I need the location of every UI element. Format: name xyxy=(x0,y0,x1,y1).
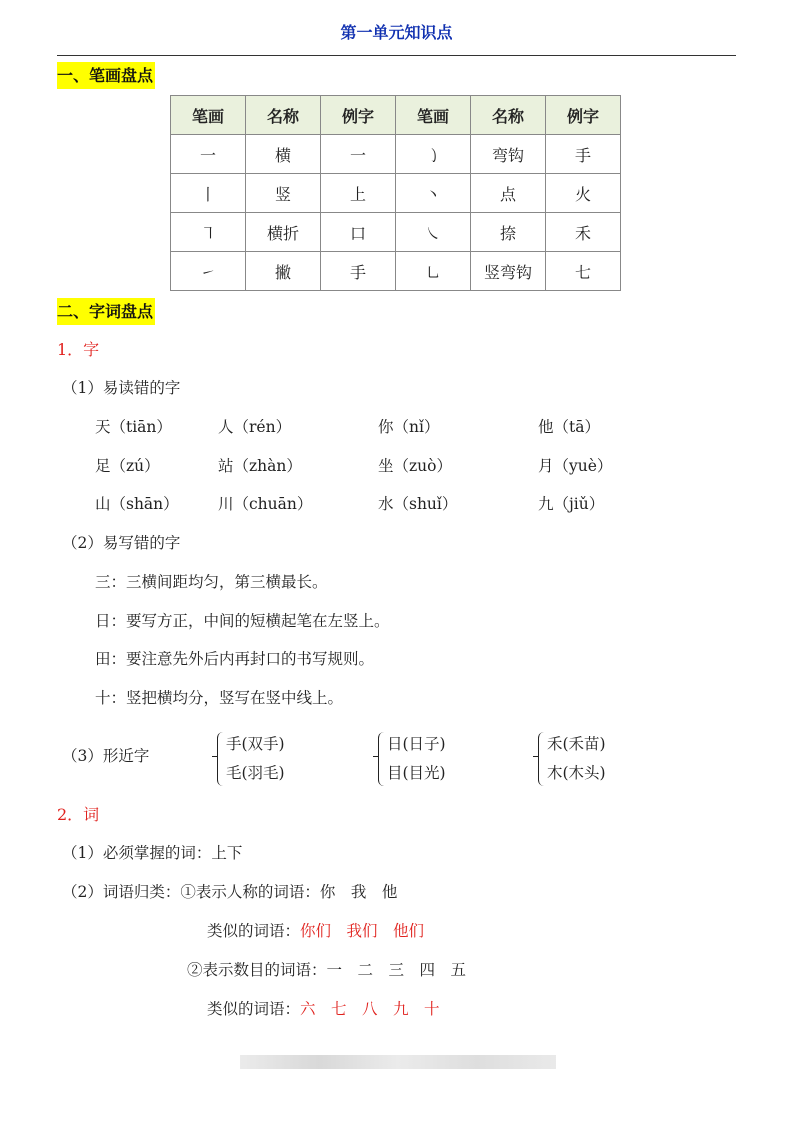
table-cell: 横 xyxy=(246,135,321,174)
table-cell: ㇏ xyxy=(396,213,471,252)
pinyin-item: 天（tiān） xyxy=(95,418,172,436)
similar-char-group xyxy=(217,730,285,788)
table-cell: 丨 xyxy=(171,174,246,213)
table-cell: 手 xyxy=(321,252,396,291)
similar-char: 日(日子) xyxy=(387,735,446,753)
table-row xyxy=(171,135,621,174)
table-cell: 点 xyxy=(471,174,546,213)
similar-char: 禾(禾苗) xyxy=(547,735,606,753)
section-heading-words: 二、字词盘点 xyxy=(57,298,155,325)
similar-words-values: 六 七 八 九 十 xyxy=(300,1000,440,1018)
pinyin-item: 水（shuǐ） xyxy=(378,495,458,513)
pinyin-item: 你（nǐ） xyxy=(378,418,440,436)
table-cell: ㇟ xyxy=(396,252,471,291)
pinyin-item: 足（zú） xyxy=(95,457,160,475)
table-cell: ㇀ xyxy=(171,252,246,291)
table-cell: ㇕ xyxy=(171,213,246,252)
table-cell: 七 xyxy=(546,252,621,291)
table-cell: 竖 xyxy=(246,174,321,213)
similar-words-values: 你们 我们 他们 xyxy=(300,922,425,940)
page-title: 第一单元知识点 xyxy=(340,23,453,42)
table-cell: 上 xyxy=(321,174,396,213)
pinyin-item: 月（yuè） xyxy=(538,457,613,475)
table-cell: 撇 xyxy=(246,252,321,291)
part-title-characters: 1．字 xyxy=(57,340,100,359)
table-header-cell: 例字 xyxy=(546,96,621,135)
table-cell: ㇁ xyxy=(396,135,471,174)
table-cell: 一 xyxy=(171,135,246,174)
table-cell: 横折 xyxy=(246,213,321,252)
table-cell: 一 xyxy=(321,135,396,174)
pinyin-item: 他（tā） xyxy=(538,418,600,436)
table-header-cell: 名称 xyxy=(471,96,546,135)
table-header-cell: 笔画 xyxy=(171,96,246,135)
pinyin-item: 人（rén） xyxy=(218,418,292,436)
strokes-table xyxy=(170,95,621,291)
similar-char: 木(木头) xyxy=(547,764,606,782)
subsection-title: （3）形近字 xyxy=(62,747,150,765)
similar-char-group xyxy=(538,730,606,788)
table-cell: 禾 xyxy=(546,213,621,252)
table-row xyxy=(171,252,621,291)
subsection-title: （1）易读错的字 xyxy=(62,379,181,397)
pinyin-item: 站（zhàn） xyxy=(218,457,302,475)
pinyin-item: 川（chuān） xyxy=(218,495,313,513)
table-header-cell: 名称 xyxy=(246,96,321,135)
table-cell: 口 xyxy=(321,213,396,252)
similar-char-group xyxy=(378,730,446,788)
similar-words-line xyxy=(207,998,440,1020)
words-line: （2）词语归类：①表示人称的词语：你 我 他 xyxy=(62,883,398,901)
similar-words-label: 类似的词语： xyxy=(207,922,301,940)
table-cell: 火 xyxy=(546,174,621,213)
similar-char: 手(双手) xyxy=(226,735,285,753)
writing-tip: 十：竖把横均分，竖写在竖中线上。 xyxy=(95,689,344,707)
table-cell: 丶 xyxy=(396,174,471,213)
writing-tip: 日：要写方正，中间的短横起笔在左竖上。 xyxy=(95,612,390,630)
table-row xyxy=(171,213,621,252)
brace-icon xyxy=(378,732,387,786)
brace-icon xyxy=(217,732,226,786)
table-row xyxy=(171,174,621,213)
table-cell: 手 xyxy=(546,135,621,174)
pinyin-item: 山（shān） xyxy=(95,495,179,513)
writing-tip: 田：要注意先外后内再封口的书写规则。 xyxy=(95,650,375,668)
pinyin-item: 坐（zuò） xyxy=(378,457,452,475)
table-cell: 弯钩 xyxy=(471,135,546,174)
subsection-title: （2）易写错的字 xyxy=(62,534,181,552)
similar-char: 目(目光) xyxy=(387,764,446,782)
table-cell: 竖弯钩 xyxy=(471,252,546,291)
words-line: ②表示数目的词语：一 二 三 四 五 xyxy=(187,961,467,979)
table-cell: 捺 xyxy=(471,213,546,252)
table-header-cell: 笔画 xyxy=(396,96,471,135)
words-line: （1）必须掌握的词：上下 xyxy=(62,844,243,862)
similar-words-line xyxy=(207,920,424,942)
table-header-cell: 例字 xyxy=(321,96,396,135)
part-title-words: 2．词 xyxy=(57,805,100,824)
similar-char: 毛(羽毛) xyxy=(226,764,285,782)
section-heading-strokes: 一、笔画盘点 xyxy=(57,62,155,89)
blurred-footer xyxy=(240,1055,556,1069)
title-divider xyxy=(57,55,736,56)
pinyin-item: 九（jiǔ） xyxy=(538,495,605,513)
similar-words-label: 类似的词语： xyxy=(207,1000,301,1018)
table-header-row xyxy=(171,96,621,135)
brace-icon xyxy=(538,732,547,786)
writing-tip: 三：三横间距均匀，第三横最长。 xyxy=(95,573,328,591)
